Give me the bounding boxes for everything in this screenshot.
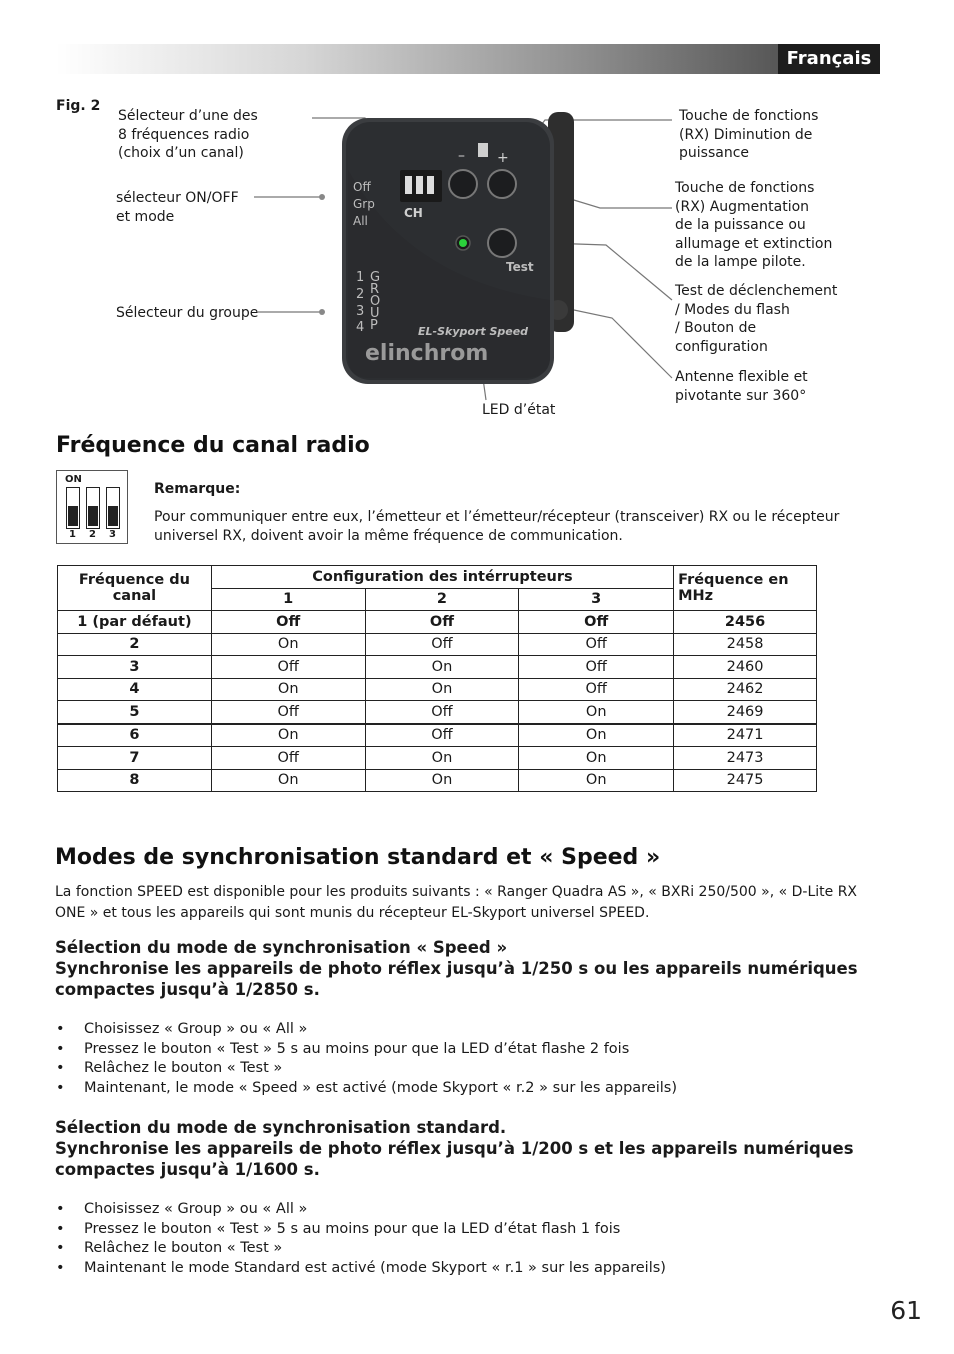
list-item: • Relâchez le bouton « Test » (56, 1239, 666, 1259)
dip-switch-icon (56, 470, 128, 544)
minus-button-icon (449, 170, 477, 198)
sync-intro-text: La fonction SPEED est disponible pour les produits suivants : « Ranger Quadra AS », « BXRi 250/500 », « D-Lite RX ONE » et tous les appareils qui sont munis du récepteur EL-Skyport universel SPEED. (55, 884, 858, 921)
group-letter-p: P (370, 318, 378, 333)
table-header-config: Configuration des intérrupteurs (211, 566, 673, 589)
callout-function-minus: Touche de fonctions (RX) Diminution de puissance (679, 108, 819, 161)
section-title-radio-frequency: Fréquence du canal radio (56, 433, 370, 458)
callout-on-off-selector: sélecteur ON/OFF et mode (116, 190, 239, 225)
dip-num-1: 1 (69, 529, 76, 540)
list-item: • Maintenant, le mode « Speed » est activé (mode Skyport « r.2 » sur les appareils) (56, 1079, 677, 1099)
standard-mode-subheading: Synchronise les appareils de photo réflex jusqu’à 1/200 s et les appareils numériques compactes jusqu’à 1/1600 s. (55, 1139, 854, 1179)
speed-mode-block (55, 937, 890, 1000)
lamp-icon (478, 143, 488, 157)
callout-group-selector: Sélecteur du groupe (116, 305, 259, 321)
group-num-4: 4 (356, 320, 365, 335)
list-item: • Maintenant le mode Standard est activé (mode Skyport « r.1 » sur les appareils) (56, 1259, 666, 1279)
speed-mode-steps (56, 1020, 677, 1098)
table-row: 2 On Off Off 2458 (58, 633, 817, 656)
table-row: 4 On On Off 2462 (58, 678, 817, 701)
table-header-frequency: Fréquence en MHz (674, 566, 817, 611)
list-item: • Pressez le bouton « Test » 5 s au moins pour que la LED d’état flashe 2 fois (56, 1040, 677, 1060)
figure-label: Fig. 2 (56, 98, 101, 114)
group-letter-r: R (370, 282, 380, 297)
device-test-label: Test (506, 260, 534, 274)
dip-num-2: 2 (89, 529, 96, 540)
table-header-channel: Fréquence du canal (58, 566, 212, 611)
group-letter-g: G (370, 270, 381, 285)
speed-mode-heading: Sélection du mode de synchronisation « Speed » (55, 938, 508, 957)
callout-antenna: Antenne flexible et pivotante sur 360° (675, 369, 808, 404)
standard-mode-steps (56, 1200, 666, 1278)
callout-status-led: LED d’état (482, 402, 556, 418)
section-title-sync-modes: Modes de synchronisation standard et « Speed » (55, 845, 661, 870)
note-title: Remarque: (154, 481, 241, 497)
speed-mode-subheading: Synchronise les appareils de photo réflex jusqu’à 1/250 s ou les appareils numériques compactes jusqu’à 1/2850 s. (55, 959, 858, 999)
frequency-table (57, 565, 817, 792)
table-row: 3 Off On Off 2460 (58, 656, 817, 679)
dip-on-label: ON (65, 474, 82, 485)
device-model-label: EL-Skyport Speed (418, 325, 529, 338)
list-item: • Pressez le bouton « Test » 5 s au moins pour que la LED d’état flash 1 fois (56, 1220, 666, 1240)
svg-text:+: + (497, 150, 509, 166)
plus-button-icon (488, 170, 516, 198)
svg-text:–: – (458, 148, 465, 164)
group-num-3: 3 (356, 304, 365, 319)
table-row: 1 (par défaut) Off Off Off 2456 (58, 611, 817, 634)
callout-frequency-selector: Sélecteur d’une des 8 fréquences radio (choix d’un canal) (118, 108, 258, 161)
callout-test-button: Test de déclenchement / Modes du flash / Bouton de configuration (675, 283, 838, 355)
list-item: • Choisissez « Group » ou « All » (56, 1020, 677, 1040)
standard-mode-block (55, 1117, 890, 1180)
table-header-switch-3: 3 (519, 588, 674, 611)
device-switch-all: All (353, 214, 368, 228)
list-item: • Choisissez « Group » ou « All » (56, 1200, 666, 1220)
device-switch-grp: Grp (353, 197, 375, 211)
device-ch-label: CH (404, 206, 423, 220)
standard-mode-heading: Sélection du mode de synchronisation standard. (55, 1118, 507, 1137)
table-row: 6 On Off On 2471 (58, 724, 817, 747)
test-button-icon (488, 229, 516, 257)
table-row: 7 Off On On 2473 (58, 747, 817, 770)
table-header-switch-1: 1 (211, 588, 365, 611)
device-switch-off: Off (353, 180, 371, 194)
group-num-1: 1 (356, 270, 365, 285)
status-led-icon (459, 239, 467, 247)
group-letter-u: U (370, 306, 380, 321)
list-item: • Relâchez le bouton « Test » (56, 1059, 677, 1079)
language-tab: Français (778, 44, 880, 74)
group-letter-o: O (370, 294, 381, 309)
page-number: 61 (890, 1296, 922, 1325)
group-num-2: 2 (356, 287, 365, 302)
device-brand-logo: elinchrom (365, 341, 489, 366)
table-header-switch-2: 2 (365, 588, 519, 611)
dip-num-3: 3 (109, 529, 116, 540)
note-text: Pour communiquer entre eux, l’émetteur et l’émetteur/récepteur (transceiver) RX ou le récepteur universel RX, doivent avoir la même fréquence de communication. (154, 509, 840, 544)
callout-function-plus: Touche de fonctions (RX) Augmentation de la puissance ou allumage et extinction de la lampe pilote. (675, 180, 833, 270)
table-row: 8 On On On 2475 (58, 769, 817, 792)
table-row: 5 Off Off On 2469 (58, 701, 817, 724)
